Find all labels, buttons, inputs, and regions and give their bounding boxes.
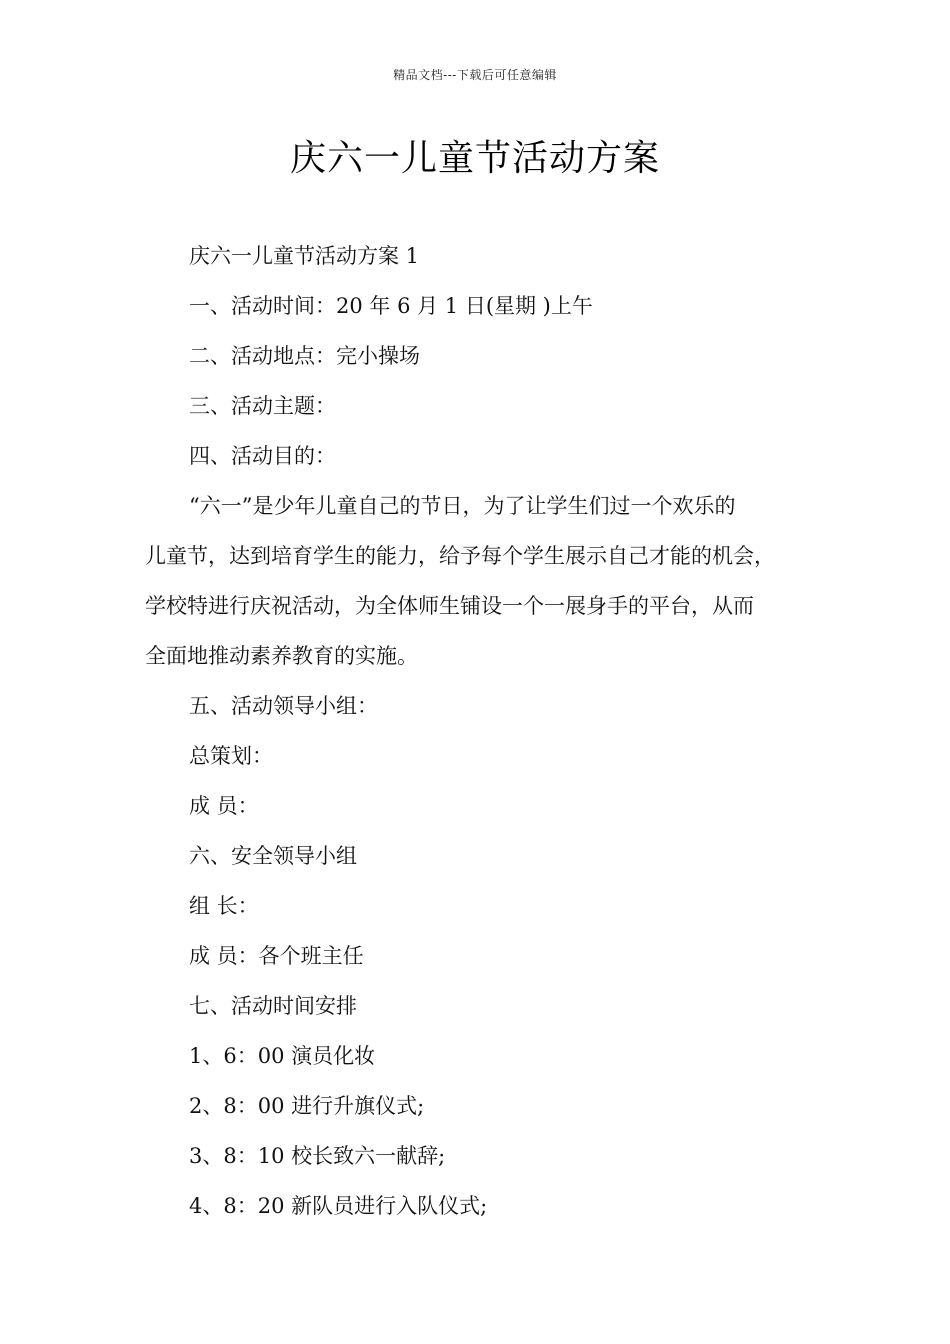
- paragraph-line: 学校特进行庆祝活动，为全体师生铺设一个一展身手的平台，从而: [145, 594, 754, 618]
- header-note: 精品文档---下载后可任意编辑: [393, 68, 557, 82]
- paragraph-line: 2、8：00 进行升旗仪式;: [189, 1094, 425, 1118]
- document-title: 庆六一儿童节活动方案: [289, 138, 660, 179]
- paragraph-line: 三、活动主题：: [189, 394, 336, 418]
- paragraph-line: “六一”是少年儿童自己的节日，为了让学生们过一个欢乐的: [189, 494, 736, 518]
- paragraph-line: 儿童节，达到培育学生的能力，给予每个学生展示自己才能的机会，: [145, 544, 775, 568]
- paragraph-line: 四、活动目的：: [189, 444, 336, 468]
- paragraph-line: 4、8：20 新队员进行入队仪式;: [189, 1194, 488, 1218]
- paragraph-line: 六、安全领导小组: [189, 844, 357, 868]
- paragraph-line: 成 员：各个班主任: [189, 944, 364, 968]
- paragraph-line: 成 员：: [189, 794, 259, 818]
- paragraph-line: 3、8：10 校长致六一献辞;: [189, 1144, 446, 1168]
- document-body: [145, 231, 845, 1231]
- paragraph-line: 全面地推动素养教育的实施。: [145, 644, 418, 668]
- paragraph-line: 庆六一儿童节活动方案 1: [189, 244, 420, 268]
- paragraph-line: 二、活动地点：完小操场: [189, 344, 420, 368]
- paragraph-line: 组 长：: [189, 894, 259, 918]
- paragraph-line: 一、活动时间：20 年 6 月 1 日(星期 )上午: [189, 294, 593, 318]
- paragraph-line: 1、6：00 演员化妆: [189, 1044, 376, 1068]
- paragraph-line: 七、活动时间安排: [189, 994, 357, 1018]
- paragraph-line: 总策划：: [189, 744, 273, 768]
- paragraph-line: 五、活动领导小组：: [189, 694, 378, 718]
